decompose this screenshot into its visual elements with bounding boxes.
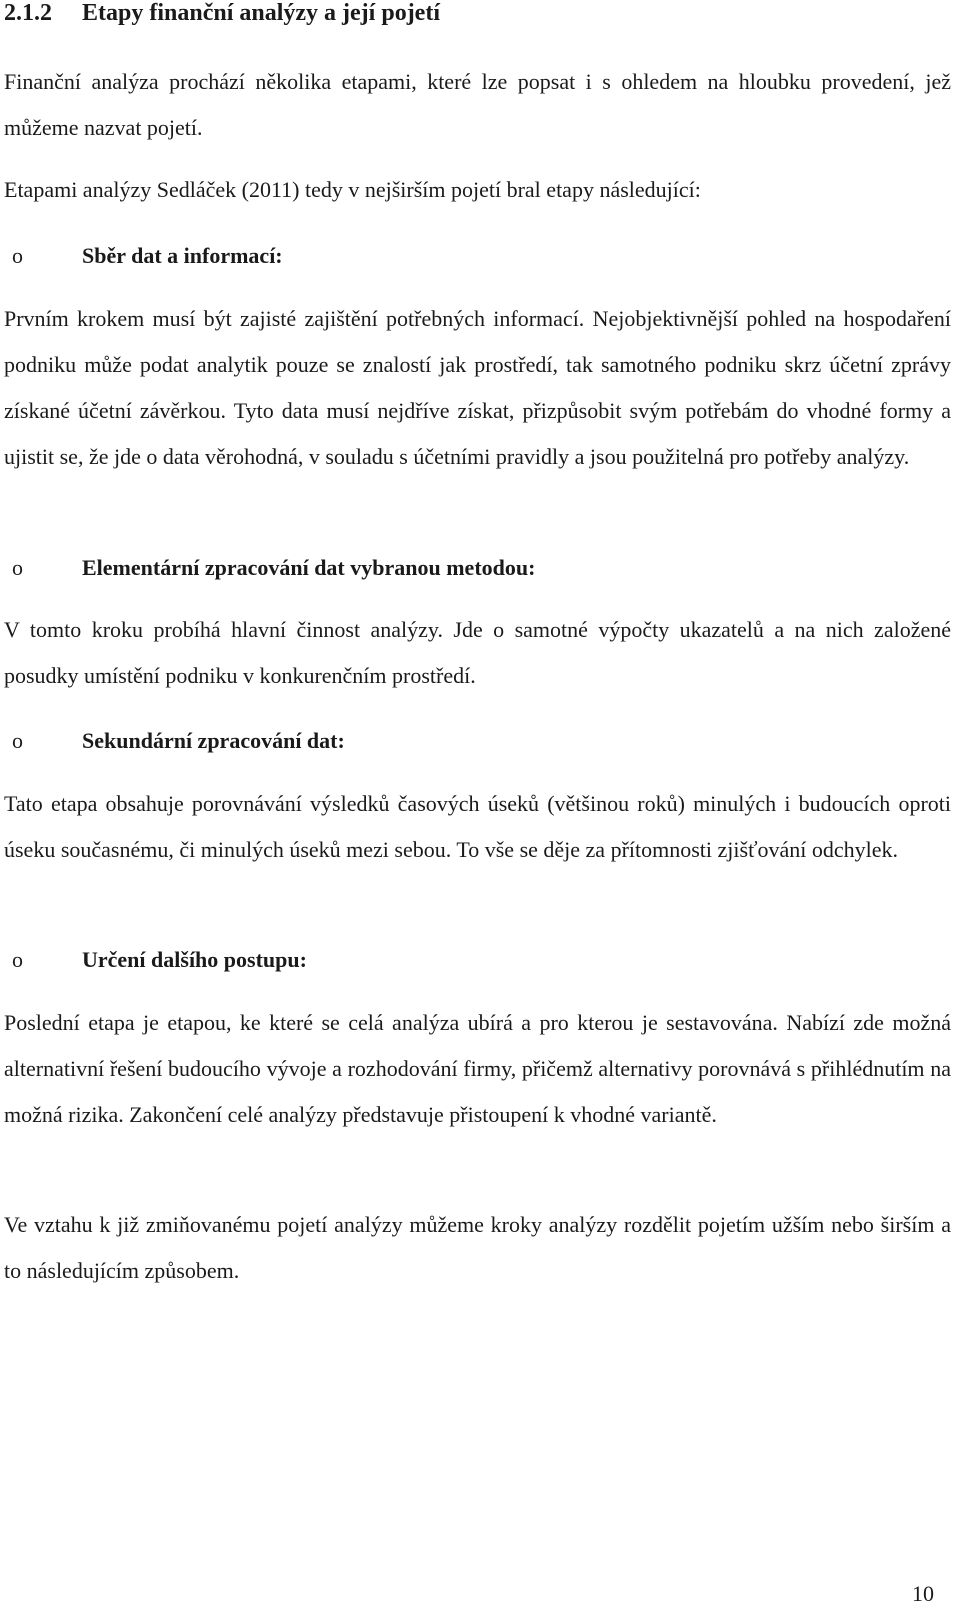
section-number: 2.1.2: [4, 0, 52, 26]
etapy-paragraph: Etapami analýzy Sedláček (2011) tedy v nejširším pojetí bral etapy následující:: [4, 177, 701, 202]
bullet-title: Sekundární zpracování dat:: [82, 728, 345, 753]
bullet-elementarni: [4, 545, 535, 591]
bullet-marker: o: [12, 243, 23, 268]
bullet-sekundarni: [4, 718, 345, 764]
bullet-urceni: [4, 937, 307, 983]
sekundarni-paragraph: Tato etapa obsahuje porovnávání výsledků časových úseků (většinou roků) minulých i budoucích oproti úseku současnému, či minulých úseků mezi sebou. To vše se děje za přítomnosti zjišťování odchylek.: [4, 791, 951, 862]
bullet-marker: o: [12, 947, 23, 972]
vztah-paragraph: Ve vztahu k již zmiňovanému pojetí analýzy můžeme kroky analýzy rozdělit pojetím užším nebo širším a to následujícím způsobem.: [4, 1212, 951, 1283]
bullet-marker: o: [12, 555, 23, 580]
urceni-paragraph: Poslední etapa je etapou, ke které se celá analýza ubírá a pro kterou je sestavována. Nabízí zde možná alternativní řešení budoucího vývoje a rozhodování firmy, přičemž alternativy porovnává s přihlédnutím na možná rizika. Zakončení celé analýzy představuje přistoupení k vhodné variantě.: [4, 1010, 951, 1127]
bullet-sber: [4, 233, 283, 279]
intro-paragraph: Finanční analýza prochází několika etapami, které lze popsat i s ohledem na hloubku provedení, jež můžeme nazvat pojetí.: [4, 69, 951, 140]
elementarni-paragraph: V tomto kroku probíhá hlavní činnost analýzy. Jde o samotné výpočty ukazatelů a na nich založené posudky umístění podniku v konkurenčním prostředí.: [4, 617, 951, 688]
section-title: Etapy finanční analýzy a její pojetí: [82, 0, 440, 26]
bullet-title: Elementární zpracování dat vybranou metodou:: [82, 555, 536, 580]
page-number: 10: [912, 1581, 934, 1606]
bullet-marker: o: [12, 728, 23, 753]
bullet-title: Určení dalšího postupu:: [82, 947, 307, 972]
bullet-title: Sběr dat a informací:: [82, 243, 283, 268]
sber-paragraph: Prvním krokem musí být zajisté zajištění potřebných informací. Nejobjektivnější pohled na hospodaření podniku může podat analytik pouze se znalostí jak prostředí, tak samotného podniku skrz účetní zprávy získané účetní závěrkou. Tyto data musí nejdříve získat, přizpůsobit svým potřebám do vhodné formy a ujistit se, že jde o data věrohodná, v souladu s účetními pravidly a jsou použitelná pro potřeby analýzy.: [4, 306, 951, 469]
section-heading: [4, 0, 440, 27]
